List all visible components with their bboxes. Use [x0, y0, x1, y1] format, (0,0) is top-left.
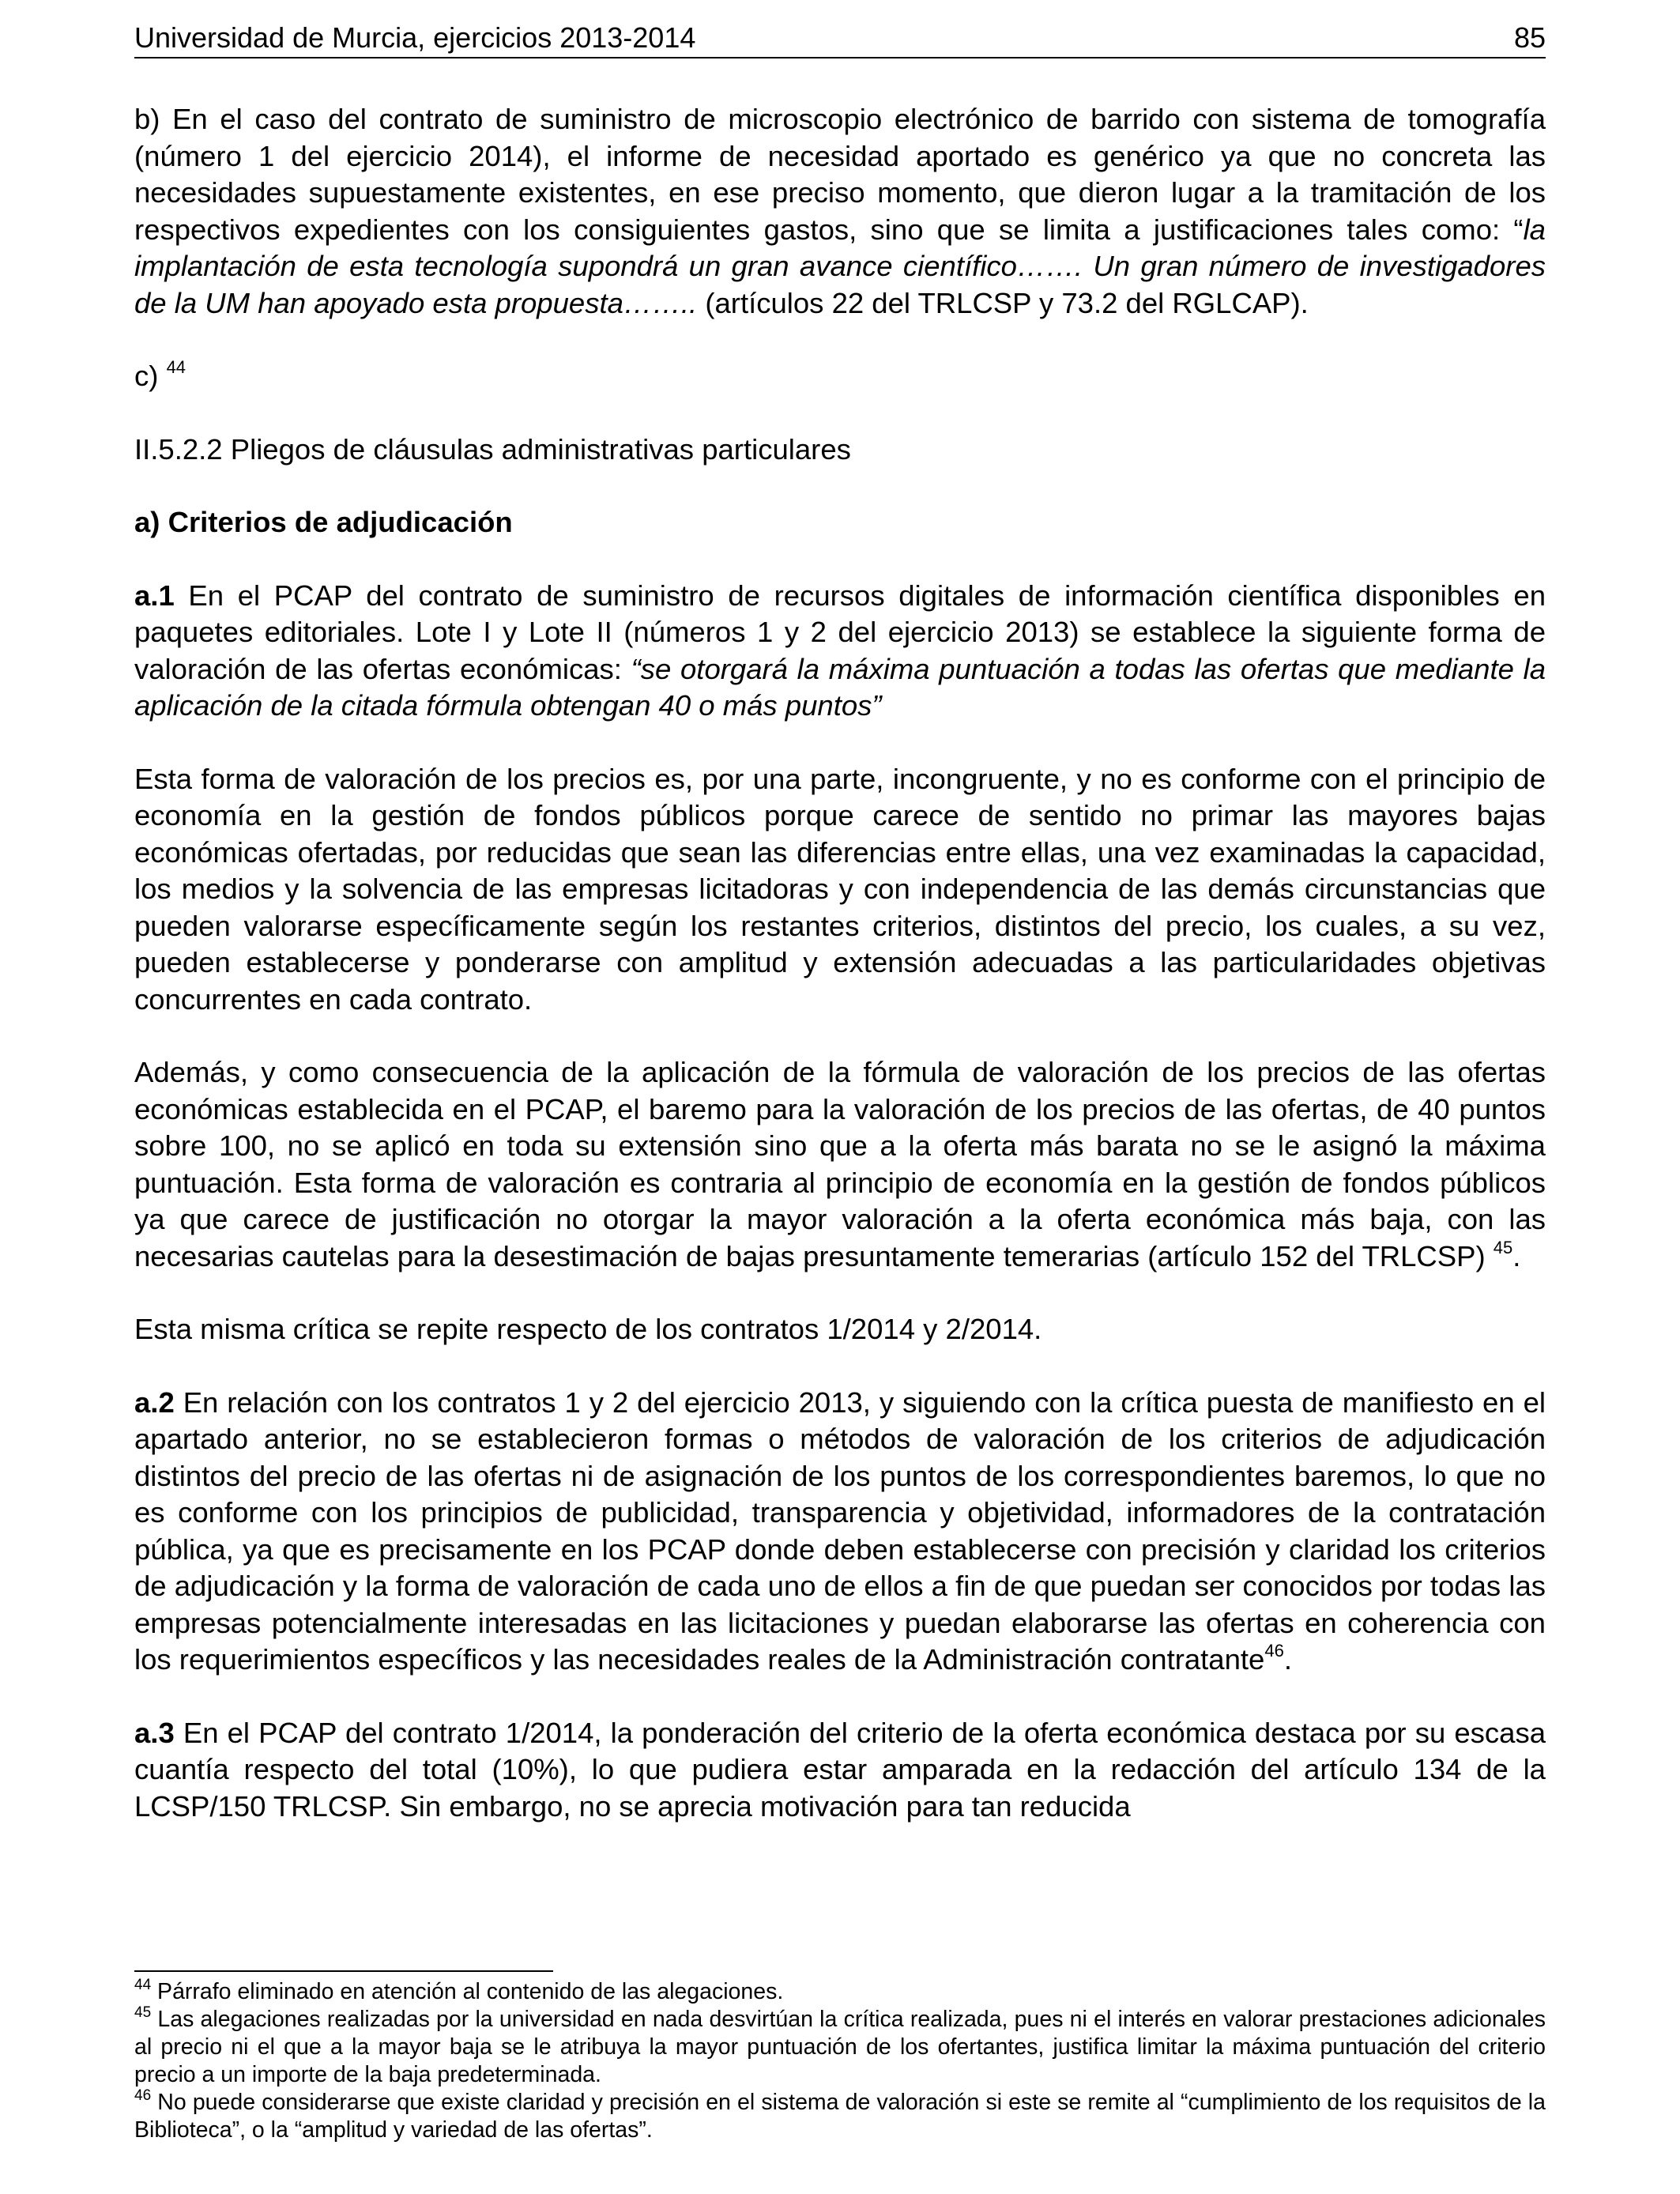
footnote-44	[134, 1978, 1546, 2006]
paragraph-a2	[134, 1385, 1546, 1679]
footnote-ref-44: 44	[166, 357, 186, 377]
footnote-45	[134, 2006, 1546, 2089]
paragraph-a2-end: .	[1283, 1643, 1292, 1676]
paragraph-c	[134, 358, 1546, 395]
paragraph-b-text: b) En el caso del contrato de suministro de microscopio electrónico de barrido con sistema de tomografía (número 1 del ejercicio 2014), el informe de necesidad aportado es genérico ya que no concreta las necesidades supuestamente existentes, en ese preciso momento, que dieron lugar a la tramitación de los respectivos expedientes con los consiguientes gastos, sino que se limita a justificaciones tales como: “	[134, 103, 1546, 246]
paragraph-b	[134, 101, 1546, 322]
footnotes	[134, 1978, 1546, 2144]
footnote-divider	[134, 1970, 553, 1972]
paragraph-a1-text: En el PCAP del contrato de suministro de recursos digitales de información científica disponibles en paquetes editoriales. Lote I y Lote II (números 1 y 2 del ejercicio 2013) se establece la siguiente forma de valoración de las ofertas económicas:	[134, 579, 1546, 685]
paragraph-a2-label: a.2	[134, 1385, 175, 1419]
paragraph-a3	[134, 1715, 1546, 1826]
body-text	[134, 101, 1546, 1825]
paragraph-ademas	[134, 1054, 1546, 1275]
footnote-ref-45: 45	[1493, 1237, 1513, 1257]
paragraph-c-label: c)	[134, 360, 159, 392]
paragraph-a3-label: a.3	[134, 1716, 175, 1749]
paragraph-ademas-text: Además, y como consecuencia de la aplicación de la fórmula de valoración de los precios de las ofertas económicas establecida en el PCAP, el baremo para la valoración de los precios de las ofertas, de 40 puntos sobre 100, no se aplicó en toda su extensión sino que a la oferta más barata no se le asignó la máxima puntuación. Esta forma de valoración es contraria al principio de economía en la gestión de fondos públicos ya que carece de justificación no otorgar la mayor valoración a la oferta económica más baja, con las necesarias cautelas para la desestimación de bajas presuntamente temerarias (artículo 152 del TRLCSP)	[134, 1056, 1546, 1272]
footnote-number: 45	[134, 2004, 152, 2021]
footnote-number: 46	[134, 2087, 152, 2104]
section-heading: II.5.2.2 Pliegos de cláusulas administrativas particulares	[134, 432, 851, 466]
footnote-text: Párrafo eliminado en atención al contenido de las alegaciones.	[151, 1979, 784, 2004]
paragraph-a2-text: En relación con los contratos 1 y 2 del ejercicio 2013, y siguiendo con la crítica puesta de manifiesto en el apartado anterior, no se establecieron formas o métodos de valoración de los criterios de adjudicación distintos del precio de las ofertas ni de asignación de los puntos de los correspondientes baremos, lo que no es conforme con los principios de publicidad, transparencia y objetividad, informadores de la contratación pública, ya que es precisamente en los PCAP donde deben establecerse con precisión y claridad los criterios de adjudicación y la forma de valoración de cada uno de ellos a fin de que puedan ser conocidos por todas las empresas potencialmente interesadas en las licitaciones y puedan elaborarse las ofertas en coherencia con los requerimientos específicos y las necesidades reales de la Administración contratante	[134, 1385, 1546, 1676]
header-title: Universidad de Murcia, ejercicios 2013-2014	[134, 21, 696, 54]
footnote-number: 44	[134, 1977, 152, 1993]
running-header	[134, 19, 1546, 58]
paragraph-misma: Esta misma crítica se repite respecto de los contratos 1/2014 y 2/2014.	[134, 1313, 1042, 1345]
paragraph-a3-text: En el PCAP del contrato 1/2014, la ponderación del criterio de la oferta económica destaca por su escasa cuantía respecto del total (10%), lo que pudiera estar amparada en la redacción del artículo 134 de la LCSP/150 TRLCSP. Sin embargo, no se aprecia motivación para tan reducida	[134, 1716, 1546, 1823]
paragraph-a1	[134, 578, 1546, 725]
paragraph-ademas-end: .	[1512, 1239, 1521, 1272]
footnote-46	[134, 2089, 1546, 2144]
page-number: 85	[1513, 21, 1546, 54]
paragraph-forma: Esta forma de valoración de los precios es, por una parte, incongruente, y no es conforme con el principio de economía en la gestión de fondos públicos porque carece de sentido no primar las mayores bajas económicas ofertadas, por reducidas que sean las diferencias entre ellas, una vez examinadas la capacidad, los medios y la solvencia de las empresas licitadoras y con independencia de las demás circunstancias que pueden valorarse específicamente según los restantes criterios, distintos del precio, los cuales, a su vez, pueden establecerse y ponderarse con amplitud y extensión adecuadas a las particularidades objetivas concurrentes en cada contrato.	[134, 762, 1546, 1016]
footnote-text: No puede considerarse que existe claridad y precisión en el sistema de valoración si este se remite al “cumplimiento de los requisitos de la Biblioteca”, o la “amplitud y variedad de las ofertas”.	[134, 2090, 1546, 2143]
footnote-ref-46: 46	[1264, 1641, 1284, 1661]
paragraph-b-quote: la implantación de esta tecnología supondrá un gran avance científico……. Un gran número de investigadores de la UM han apoyado esta propuesta……..	[134, 213, 1546, 319]
paragraph-b-citation: (artículos 22 del TRLCSP y 73.2 del RGLCAP).	[697, 286, 1309, 319]
document-page	[134, 0, 1546, 2194]
paragraph-a1-label: a.1	[134, 579, 175, 612]
subheading-criterios: a) Criterios de adjudicación	[134, 506, 513, 538]
footnote-text: Las alegaciones realizadas por la universidad en nada desvirtúan la crítica realizada, pues ni el interés en valorar prestaciones adicionales al precio ni el que a la mayor baja se le atribuya la mayor puntuación de los ofertantes, justifica limitar la máxima puntuación del criterio precio a un importe de la baja predeterminada.	[134, 2007, 1546, 2087]
paragraph-a1-quote: “se otorgará la máxima puntuación a todas las ofertas que mediante la aplicación de la citada fórmula obtengan 40 o más puntos”	[134, 652, 1546, 722]
